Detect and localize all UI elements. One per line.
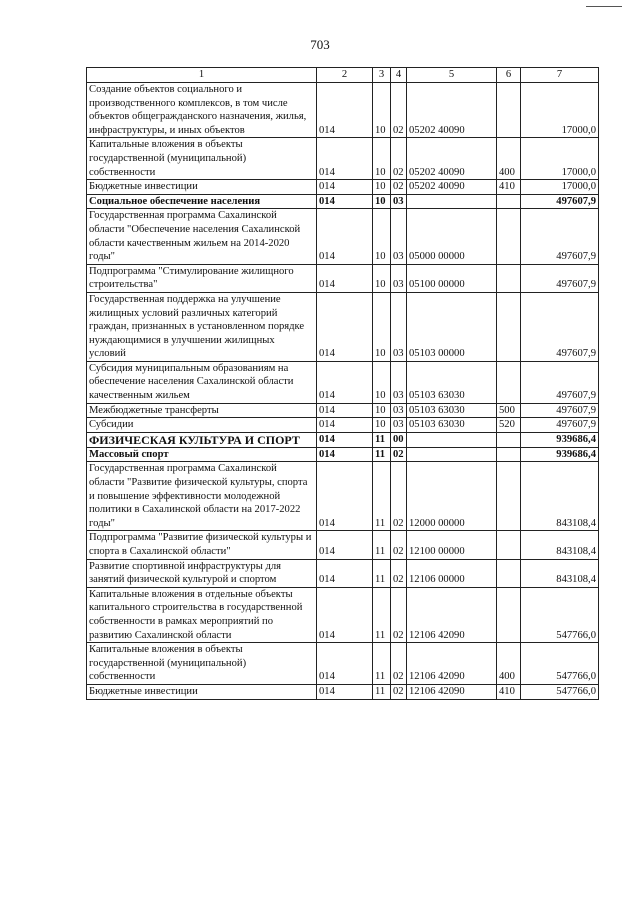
row-amount: 497607,9 — [521, 194, 599, 209]
row-section-code: 11 — [373, 462, 391, 531]
table-body — [87, 83, 599, 700]
row-section-code: 11 — [373, 684, 391, 699]
row-target-code: 05103 63030 — [407, 418, 497, 433]
row-section-code: 10 — [373, 138, 391, 180]
row-expense-type: 400 — [497, 643, 521, 685]
row-amount: 939686,4 — [521, 447, 599, 462]
row-target-code: 05202 40090 — [407, 138, 497, 180]
row-subsection-code: 03 — [391, 361, 407, 403]
row-subsection-code: 02 — [391, 138, 407, 180]
row-admin-code: 014 — [317, 531, 373, 559]
row-target-code: 12106 00000 — [407, 559, 497, 587]
row-amount: 497607,9 — [521, 418, 599, 433]
row-name: Развитие спортивной инфраструктуры для занятий физической культурой и спортом — [87, 559, 317, 587]
row-expense-type — [497, 361, 521, 403]
row-amount: 547766,0 — [521, 643, 599, 685]
table-row — [87, 462, 599, 531]
row-admin-code: 014 — [317, 418, 373, 433]
table-row — [87, 209, 599, 264]
row-target-code: 05103 63030 — [407, 403, 497, 418]
row-subsection-code: 03 — [391, 418, 407, 433]
row-amount: 497607,9 — [521, 209, 599, 264]
row-amount: 843108,4 — [521, 559, 599, 587]
row-amount: 497607,9 — [521, 264, 599, 292]
row-amount: 17000,0 — [521, 180, 599, 195]
row-subsection-code: 03 — [391, 194, 407, 209]
header-rule — [586, 6, 622, 7]
row-amount: 547766,0 — [521, 684, 599, 699]
table-row — [87, 83, 599, 138]
row-subsection-code: 02 — [391, 559, 407, 587]
table-row — [87, 180, 599, 195]
row-name: Межбюджетные трансферты — [87, 403, 317, 418]
row-expense-type — [497, 462, 521, 531]
row-admin-code: 014 — [317, 559, 373, 587]
table-row — [87, 418, 599, 433]
row-subsection-code: 02 — [391, 587, 407, 642]
row-section-code: 11 — [373, 531, 391, 559]
row-subsection-code: 02 — [391, 684, 407, 699]
row-amount: 17000,0 — [521, 138, 599, 180]
row-admin-code: 014 — [317, 180, 373, 195]
row-section-code: 10 — [373, 83, 391, 138]
row-section-code: 11 — [373, 432, 391, 447]
column-header: 4 — [391, 68, 407, 83]
row-target-code: 12100 00000 — [407, 531, 497, 559]
row-subsection-code: 02 — [391, 462, 407, 531]
row-expense-type — [497, 194, 521, 209]
row-subsection-code: 03 — [391, 403, 407, 418]
table-row — [87, 403, 599, 418]
row-target-code: 05202 40090 — [407, 180, 497, 195]
table-row — [87, 559, 599, 587]
table-row — [87, 138, 599, 180]
column-header: 3 — [373, 68, 391, 83]
row-subsection-code: 02 — [391, 180, 407, 195]
row-target-code: 05202 40090 — [407, 83, 497, 138]
row-admin-code: 014 — [317, 587, 373, 642]
table-row — [87, 194, 599, 209]
row-subsection-code: 03 — [391, 292, 407, 361]
row-target-code: 12106 42090 — [407, 643, 497, 685]
row-expense-type: 410 — [497, 180, 521, 195]
row-amount: 843108,4 — [521, 531, 599, 559]
row-section-code: 10 — [373, 209, 391, 264]
row-name: Бюджетные инвестиции — [87, 684, 317, 699]
row-admin-code: 014 — [317, 361, 373, 403]
row-section-code: 10 — [373, 264, 391, 292]
row-expense-type: 410 — [497, 684, 521, 699]
row-name: Социальное обеспечение населения — [87, 194, 317, 209]
row-expense-type: 520 — [497, 418, 521, 433]
row-amount: 497607,9 — [521, 292, 599, 361]
row-admin-code: 014 — [317, 292, 373, 361]
column-header: 7 — [521, 68, 599, 83]
row-expense-type: 400 — [497, 138, 521, 180]
column-header: 6 — [497, 68, 521, 83]
table-row — [87, 643, 599, 685]
row-section-code: 10 — [373, 403, 391, 418]
row-subsection-code: 02 — [391, 447, 407, 462]
table-row — [87, 264, 599, 292]
row-section-code: 10 — [373, 292, 391, 361]
row-name: ФИЗИЧЕСКАЯ КУЛЬТУРА И СПОРТ — [87, 432, 317, 447]
table-row — [87, 447, 599, 462]
row-target-code: 12106 42090 — [407, 587, 497, 642]
row-name: Государственная поддержка на улучшение жилищных условий различных категорий граждан, признанных в установленном порядке нуждающимися в улучшении жилищных условий — [87, 292, 317, 361]
row-subsection-code: 02 — [391, 643, 407, 685]
row-expense-type — [497, 209, 521, 264]
row-admin-code: 014 — [317, 403, 373, 418]
row-subsection-code: 03 — [391, 209, 407, 264]
row-subsection-code: 02 — [391, 83, 407, 138]
page-number: 703 — [310, 37, 330, 52]
row-expense-type — [497, 83, 521, 138]
row-expense-type — [497, 447, 521, 462]
row-admin-code: 014 — [317, 447, 373, 462]
row-name: Капитальные вложения в объекты государственной (муниципальной) собственности — [87, 138, 317, 180]
row-target-code: 05103 00000 — [407, 292, 497, 361]
table-row — [87, 361, 599, 403]
row-name: Государственная программа Сахалинской области "Обеспечение населения Сахалинской области качественным жильем на 2014-2020 годы" — [87, 209, 317, 264]
row-admin-code: 014 — [317, 684, 373, 699]
row-expense-type — [497, 559, 521, 587]
row-section-code: 10 — [373, 418, 391, 433]
row-name: Субсидия муниципальным образованиям на обеспечение населения Сахалинской области качественным жильем — [87, 361, 317, 403]
row-expense-type — [497, 292, 521, 361]
row-name: Подпрограмма "Развитие физической культуры и спорта в Сахалинской области" — [87, 531, 317, 559]
row-target-code — [407, 194, 497, 209]
row-name: Капитальные вложения в отдельные объекты капитального строительства в государственной собственности в рамках мероприятий по развитию Сахалинской области — [87, 587, 317, 642]
table-row — [87, 587, 599, 642]
column-header: 1 — [87, 68, 317, 83]
row-name: Субсидии — [87, 418, 317, 433]
table-row — [87, 292, 599, 361]
row-amount: 939686,4 — [521, 432, 599, 447]
column-header: 5 — [407, 68, 497, 83]
row-section-code: 11 — [373, 643, 391, 685]
row-name: Массовый спорт — [87, 447, 317, 462]
column-header-row — [87, 68, 599, 83]
row-expense-type — [497, 531, 521, 559]
row-admin-code: 014 — [317, 83, 373, 138]
row-expense-type — [497, 587, 521, 642]
row-target-code: 05000 00000 — [407, 209, 497, 264]
row-name: Подпрограмма "Стимулирование жилищного строительства" — [87, 264, 317, 292]
row-section-code: 10 — [373, 194, 391, 209]
row-target-code: 12000 00000 — [407, 462, 497, 531]
row-section-code: 11 — [373, 559, 391, 587]
row-target-code: 12106 42090 — [407, 684, 497, 699]
row-amount: 497607,9 — [521, 403, 599, 418]
row-admin-code: 014 — [317, 432, 373, 447]
row-subsection-code: 02 — [391, 531, 407, 559]
row-target-code — [407, 432, 497, 447]
row-name: Государственная программа Сахалинской области "Развитие физической культуры, спорта и повышение эффективности молодежной политики в Сахалинской области на 2017-2022 годы" — [87, 462, 317, 531]
row-admin-code: 014 — [317, 194, 373, 209]
row-section-code: 10 — [373, 180, 391, 195]
row-name: Бюджетные инвестиции — [87, 180, 317, 195]
row-admin-code: 014 — [317, 138, 373, 180]
row-admin-code: 014 — [317, 462, 373, 531]
row-name: Создание объектов социального и производственного комплексов, в том числе объектов общегражданского назначения, жилья, инфраструктуры, и иных объектов — [87, 83, 317, 138]
row-amount: 843108,4 — [521, 462, 599, 531]
row-subsection-code: 03 — [391, 264, 407, 292]
row-expense-type — [497, 432, 521, 447]
row-section-code: 11 — [373, 447, 391, 462]
budget-table — [86, 67, 599, 700]
row-admin-code: 014 — [317, 209, 373, 264]
row-subsection-code: 00 — [391, 432, 407, 447]
row-name: Капитальные вложения в объекты государственной (муниципальной) собственности — [87, 643, 317, 685]
row-admin-code: 014 — [317, 643, 373, 685]
table-row — [87, 432, 599, 447]
row-expense-type — [497, 264, 521, 292]
row-amount: 497607,9 — [521, 361, 599, 403]
row-amount: 547766,0 — [521, 587, 599, 642]
column-header: 2 — [317, 68, 373, 83]
row-target-code: 05103 63030 — [407, 361, 497, 403]
row-target-code: 05100 00000 — [407, 264, 497, 292]
row-admin-code: 014 — [317, 264, 373, 292]
row-section-code: 11 — [373, 587, 391, 642]
table-row — [87, 531, 599, 559]
row-expense-type: 500 — [497, 403, 521, 418]
table-row — [87, 684, 599, 699]
row-section-code: 10 — [373, 361, 391, 403]
row-target-code — [407, 447, 497, 462]
row-amount: 17000,0 — [521, 83, 599, 138]
